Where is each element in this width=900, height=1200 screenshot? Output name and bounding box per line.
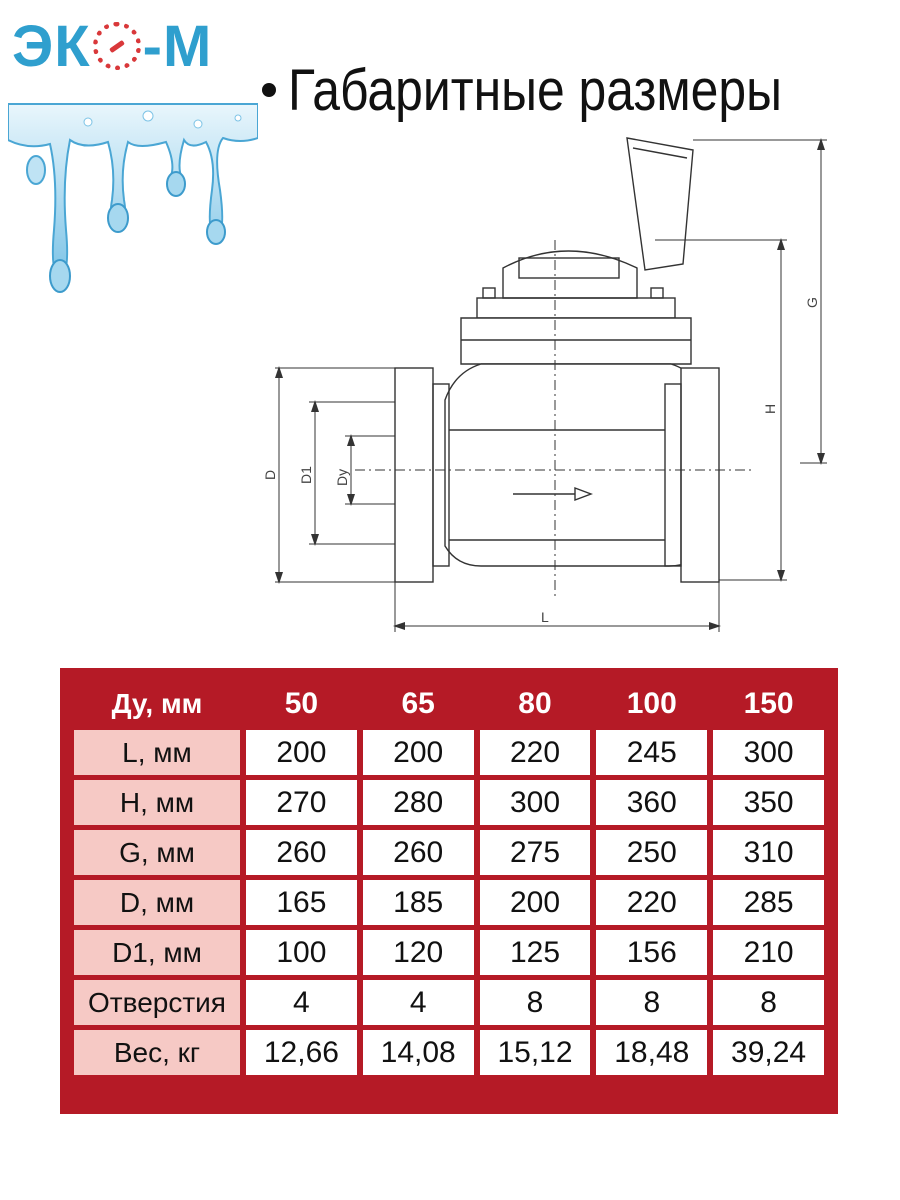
table-cell: 300 [713,730,824,775]
water-meter-drawing [255,120,855,640]
table-cell: 245 [596,730,707,775]
table-cell: 8 [596,980,707,1025]
table-cell: 185 [363,880,474,925]
table-cell: 270 [246,780,357,825]
table-cell: 4 [246,980,357,1025]
table-row [74,730,824,775]
table-cell: 220 [596,880,707,925]
logo-text-start: ЭК [12,14,91,79]
meter-head [461,318,691,364]
table-cell: 310 [713,830,824,875]
dim-label-g: G [804,297,820,308]
dim-label-d1: D1 [298,466,314,484]
table-cell: 350 [713,780,824,825]
table-row [74,980,824,1025]
table-row [74,880,824,925]
header-cell: 150 [743,687,794,720]
table-cell: 100 [246,930,357,975]
table-cell: 8 [713,980,824,1025]
table-header-row [74,683,824,725]
header-cell: 50 [284,687,319,720]
table-cell: 15,12 [480,1030,591,1075]
table-cell: 120 [363,930,474,975]
table-cell: 8 [480,980,591,1025]
logo-text-end: -М [142,14,213,79]
table-cell: 156 [596,930,707,975]
left-flange [395,368,433,582]
table-cell: 18,48 [596,1030,707,1075]
table-cell: 4 [363,980,474,1025]
table-cell: 275 [480,830,591,875]
table-cell: 300 [480,780,591,825]
meter-body [445,364,707,566]
table-cell: 260 [246,830,357,875]
table-cell: 210 [713,930,824,975]
water-drops-icon [8,10,258,300]
brand-logo [8,10,258,300]
row-label: G, мм [74,830,240,875]
right-flange [681,368,719,582]
header-cell: Ду, мм [111,688,203,719]
header-cell: 65 [401,687,435,720]
dim-label-l: L [541,609,549,625]
table-cell: 250 [596,830,707,875]
dim-label-h: H [762,403,778,414]
table-cell: 200 [246,730,357,775]
row-label: D1, мм [74,930,240,975]
row-label: H, мм [74,780,240,825]
table-cell: 285 [713,880,824,925]
row-label: Отверстия [74,980,240,1025]
table-row [74,930,824,975]
table-row [74,830,824,875]
table-cell: 14,08 [363,1030,474,1075]
table-cell: 39,24 [713,1030,824,1075]
row-label: Вес, кг [74,1030,240,1075]
table-row [74,1030,824,1075]
dimensions-table [60,668,838,1114]
row-label: L, мм [74,730,240,775]
table-row [74,780,824,825]
bullet-icon [262,83,276,97]
dim-label-dy: Dy [334,468,350,486]
table-cell: 200 [480,880,591,925]
table-cell: 260 [363,830,474,875]
header-cell: 100 [626,687,677,720]
dim-label-d: D [262,469,278,480]
table-cell: 360 [596,780,707,825]
page-title: Габаритные размеры [288,57,782,123]
water-surface [8,104,258,280]
table-cell: 220 [480,730,591,775]
table-cell: 165 [246,880,357,925]
title-block [262,50,862,130]
table-cell: 12,66 [246,1030,357,1075]
row-label: D, мм [74,880,240,925]
header-cell: 80 [518,687,552,720]
table-cell: 200 [363,730,474,775]
table-cell: 280 [363,780,474,825]
meter-head-plate [477,298,675,318]
table-cell: 125 [480,930,591,975]
